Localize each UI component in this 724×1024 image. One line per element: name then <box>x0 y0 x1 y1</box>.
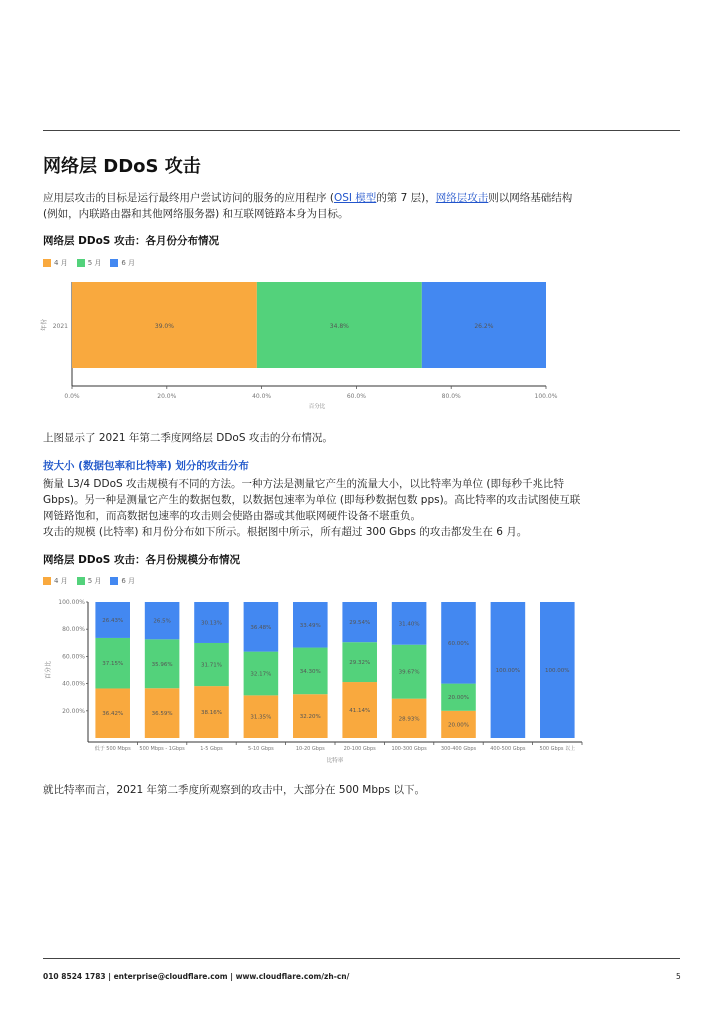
legend-swatch-may <box>77 259 85 267</box>
legend2-swatch-jun <box>110 577 118 585</box>
data-label: 32.20% <box>299 714 321 721</box>
section-heading: 网络层 DDoS 攻击 <box>43 156 201 177</box>
x-tick-label: 80.0% <box>441 393 461 400</box>
data-label: 26.5% <box>153 618 171 625</box>
data-label: 31.35% <box>250 714 272 721</box>
legend-label-apr: 4 月 <box>54 259 68 267</box>
top-divider <box>43 130 680 131</box>
chart2-heading: 网络层 DDoS 攻击：各月份规模分布情况 <box>43 554 241 566</box>
data-label: 29.54% <box>349 620 371 627</box>
monthly-distribution-chart <box>30 272 570 412</box>
x-tick-label: 60.0% <box>346 393 366 400</box>
data-label: 36.59% <box>151 711 173 718</box>
data-label: 28.93% <box>398 716 420 723</box>
chart1-heading: 网络层 DDoS 攻击：各月份分布情况 <box>43 235 220 247</box>
x-tick-label: 500 Mbps - 1Gbps <box>139 746 185 752</box>
x-axis-title: 比特率 <box>326 758 344 764</box>
legend-item-may <box>77 258 102 268</box>
data-label: 35.96% <box>151 661 173 668</box>
data-label: 31.71% <box>201 662 222 669</box>
chart1-caption: 上图显示了 2021 年第二季度网络层 DDoS 攻击的分布情况。 <box>43 432 333 444</box>
x-tick-label: 20-100 Gbps <box>343 746 376 752</box>
x-tick-label: 0.0% <box>64 393 80 400</box>
subsection-title: 按大小 (数据包率和比特率) 划分的攻击分布 <box>43 460 249 472</box>
legend2-swatch-apr <box>43 577 51 585</box>
x-tick-label: 300-400 Gbps <box>440 746 477 752</box>
data-label: 29.32% <box>349 660 371 667</box>
bottom-divider <box>43 958 680 959</box>
intro-text-2: 的第 7 层)， <box>376 192 436 204</box>
subsection-paragraph-1: 衡量 L3/4 DDoS 攻击规模有不同的方法。一种方法是测量它产生的流量大小，以比特率为单位 (即每秒千兆比特 Gbps)。另一种是测量它产生的数据包数，以数据包速率为单位 (即每秒数据包数 pps)。高比特率的攻击试图使互联网链路饱和，而高数据包速率的攻击则会使路由器或其他联网硬件设备不堪重负。 <box>43 478 581 522</box>
y-tick-label: 80.00% <box>62 626 85 634</box>
size-distribution-chart <box>30 592 590 764</box>
data-label: 41.14% <box>349 708 371 715</box>
legend2-swatch-may <box>77 577 85 585</box>
data-label: 30.13% <box>201 620 222 627</box>
data-label: 39.0% <box>154 323 174 330</box>
intro-text-1: 应用层攻击的目标是运行最终用户尝试访问的服务的应用程序 ( <box>43 192 334 204</box>
x-tick-label: 100-300 Gbps <box>391 746 427 752</box>
data-label: 36.48% <box>250 624 272 631</box>
x-tick-label: 100.0% <box>534 393 558 400</box>
osi-model-link[interactable]: OSI 模型 <box>333 192 377 204</box>
x-tick-label: 400-500 Gbps <box>490 746 526 752</box>
y-tick-label: 40.00% <box>62 680 85 688</box>
y-axis-title: 百分比 <box>45 660 52 680</box>
legend2-item-apr <box>43 576 68 586</box>
data-label: 34.8% <box>329 323 349 330</box>
x-axis-title: 百分比 <box>308 404 326 410</box>
y-tick-label: 20.00% <box>62 707 85 715</box>
legend2-label-jun: 6 月 <box>121 577 136 585</box>
x-tick-label: 10-20 Gbps <box>295 746 325 752</box>
data-label: 32.17% <box>250 671 272 678</box>
network-layer-attack-link[interactable]: 网络层攻击 <box>435 192 489 204</box>
y-axis-title: 年份 <box>41 318 48 332</box>
y-tick-label: 60.00% <box>62 653 85 661</box>
chart2-legend <box>43 575 144 587</box>
legend-item-jun <box>110 258 135 268</box>
legend2-item-jun <box>110 576 135 586</box>
legend-item-apr <box>43 258 68 268</box>
x-tick-label: 5-10 Gbps <box>248 746 274 752</box>
closing-paragraph: 就比特率而言，2021 年第二季度所观察到的攻击中，大部分在 500 Mbps 以下。 <box>43 784 425 796</box>
legend2-label-apr: 4 月 <box>54 577 68 585</box>
legend-swatch-jun <box>110 259 118 267</box>
data-label: 38.16% <box>201 710 222 717</box>
legend2-item-may <box>77 576 102 586</box>
footer-contact: 010 8524 1783 | enterprise@cloudflare.com | www.cloudflare.com/zh-cn/ <box>43 972 350 981</box>
data-label: 34.30% <box>299 668 321 675</box>
x-tick-label: 20.0% <box>157 393 177 400</box>
data-label: 26.43% <box>102 617 124 624</box>
data-label: 20.00% <box>448 695 469 702</box>
x-tick-label: 500 Gbps 以上 <box>539 746 576 752</box>
chart1-legend <box>43 257 144 269</box>
data-label: 37.15% <box>102 661 124 668</box>
data-label: 33.49% <box>299 622 321 629</box>
legend-label-jun: 6 月 <box>121 259 136 267</box>
data-label: 100.00% <box>495 668 521 674</box>
legend-swatch-apr <box>43 259 51 267</box>
intro-text-3: 则以网络基础结构 (例如，内联路由器和其他网络服务器) 和互联网链路本身为目标。 <box>43 192 573 220</box>
intro-paragraph <box>43 190 583 222</box>
data-label: 100.00% <box>545 668 570 674</box>
data-label: 60.00% <box>448 640 469 647</box>
data-label: 26.2% <box>474 323 494 330</box>
data-label: 31.40% <box>398 621 420 628</box>
legend-label-may: 5 月 <box>87 259 102 267</box>
data-label: 20.00% <box>448 722 469 729</box>
data-label: 36.42% <box>102 711 124 718</box>
category-label: 2021 <box>52 323 68 330</box>
subsection-paragraph-2: 攻击的规模 (比特率) 和月份分布如下所示。根据图中所示，所有超过 300 Gbps 的攻击都发生在 6 月。 <box>43 526 528 538</box>
x-tick-label: 40.0% <box>252 393 272 400</box>
page-number: 5 <box>676 972 681 981</box>
x-tick-label: 低于 500 Mbps <box>94 746 131 752</box>
data-label: 39.67% <box>398 669 420 676</box>
y-tick-label: 100.00% <box>58 599 85 606</box>
x-tick-label: 1-5 Gbps <box>200 746 223 752</box>
legend2-label-may: 5 月 <box>87 577 102 585</box>
